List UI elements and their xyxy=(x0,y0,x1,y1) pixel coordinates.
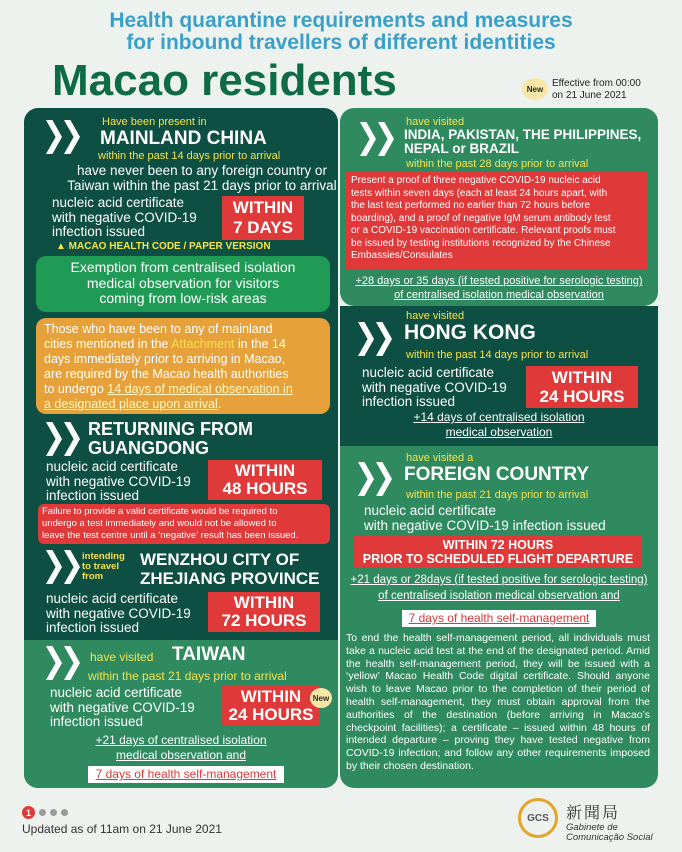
mainland-cert xyxy=(52,196,197,240)
hongkong-within-badge xyxy=(526,366,638,408)
guangdong-cert xyxy=(46,460,191,504)
taiwan-isolation xyxy=(24,733,338,763)
fail-line3: leave the test centre until a ‘negative’ result has been issued. xyxy=(42,530,299,541)
orange-line2a: cities mentioned in the xyxy=(44,337,172,351)
mainland-within2: 7 DAYS xyxy=(233,218,293,237)
taiwan-title: TAIWAN xyxy=(172,644,246,665)
mainland-condition xyxy=(66,164,338,193)
mainland-cond1: have never been to any foreign country or xyxy=(77,163,327,178)
taiwan-cert1: nucleic acid certificate xyxy=(50,685,183,700)
india-p7: Embassies/Consulates xyxy=(351,250,453,261)
wenzhou-intending xyxy=(82,552,125,582)
orange-line1: Those who have been to any of mainland xyxy=(44,322,273,336)
india-p4: boarding), and a proof of negative IgM serum antibody test xyxy=(351,212,611,224)
taiwan-iso2: medical observation and xyxy=(115,748,247,762)
guangdong-title2: GUANGDONG xyxy=(88,438,209,458)
hongkong-cert3: infection issued xyxy=(362,394,456,409)
foreign-title: FOREIGN COUNTRY xyxy=(404,464,590,485)
mainland-pre: Have been present in xyxy=(102,116,207,128)
taiwan-new-badge: New xyxy=(310,688,332,708)
logo-pt2: Comunicação Social xyxy=(566,832,653,843)
foreign-pre: have visited a xyxy=(406,452,474,464)
orange-line6 xyxy=(44,397,324,412)
taiwan-iso1: +21 days of centralised isolation xyxy=(95,733,267,747)
wenzhou-cert2: with negative COVID-19 xyxy=(46,605,191,621)
foreign-cert2: with negative COVID-19 infection issued xyxy=(364,517,606,533)
foreign-within1: WITHIN 72 HOURS xyxy=(442,538,554,552)
foreign-self-management-paragraph: To end the health self-management period, all individuals must take a nucleic acid test at the end of the designated period. Amid the health self-management period, they will be issued with a ‘yellow’ Macao Health Code digital certificate. Should anyone wish to leave Macao prior to the completion of their period of health self-management, they must obtain approval from the authorities of the destination (before arriving in Macao’s checkpoint facilities); a certificate – issued within 48 hours of intended departure – proving they have tested negative from COVID-19 infection; and follow any other requirements imposed by their chosen destination. xyxy=(346,632,650,772)
orange-line3: days immediately prior to arriving in Macao, xyxy=(44,352,286,366)
orange-line6a: a designated place upon arrival xyxy=(44,397,218,411)
india-p3: the last test performed no earlier than 72 hours before xyxy=(351,200,591,211)
health-code-note: ▲ MACAO HEALTH CODE / PAPER VERSION xyxy=(56,241,271,252)
page-dot[interactable] xyxy=(61,809,68,816)
taiwan-pre: have visited xyxy=(90,650,154,664)
hongkong-title: HONG KONG xyxy=(404,321,536,344)
foreign-isolation xyxy=(340,572,658,604)
orange-line4: are required by the Macao health authorities xyxy=(44,367,289,381)
india-iso1: +28 days or 35 days (if tested positive for serologic testing) xyxy=(355,275,643,287)
hongkong-within2: 24 HOURS xyxy=(539,387,625,406)
india-iso2: of centralised isolation medical observation xyxy=(394,289,604,301)
india-p5: or a COVID-19 vaccination certificate. Relevant proofs must xyxy=(351,225,616,236)
intending1: intending xyxy=(82,551,125,562)
gcs-logo-text xyxy=(566,800,653,843)
exempt-line1: Exemption from centralised isolation xyxy=(70,259,296,275)
hongkong-iso1: +14 days of centralised isolation xyxy=(413,410,585,424)
fail-line2: undergo a test immediately and would not be allowed to xyxy=(42,518,277,529)
india-p6: be issued by testing institutions recognized by the Chinese xyxy=(351,237,611,249)
foreign-within-badge xyxy=(354,536,642,568)
hongkong-iso2: medical observation xyxy=(445,425,553,439)
taiwan-within2: 24 HOURS xyxy=(228,705,314,724)
wenzhou-cert3: infection issued xyxy=(46,620,140,635)
foreign-self-management: 7 days of health self-management xyxy=(402,610,596,627)
india-pre: have visited xyxy=(406,116,465,128)
mainland-cert1: nucleic acid certificate xyxy=(52,195,185,210)
intending3: from xyxy=(82,571,104,582)
mainland-cert3: infection issued xyxy=(52,224,146,239)
guangdong-failure-note xyxy=(38,504,330,544)
india-title1: INDIA, PAKISTAN, THE PHILIPPINES, xyxy=(404,127,642,142)
logo-pt1: Gabinete de xyxy=(566,822,618,833)
wenzhou-within2: 72 HOURS xyxy=(221,611,307,630)
header-title xyxy=(0,10,682,54)
taiwan-cert2: with negative COVID-19 xyxy=(50,699,195,715)
page-title: Macao residents xyxy=(52,56,397,105)
page-dot[interactable] xyxy=(39,809,46,816)
mainland-within-badge xyxy=(222,196,304,240)
wenzhou-within-badge xyxy=(208,592,320,632)
orange-line5a: to undergo xyxy=(44,382,108,396)
gcs-logo-icon: GCS xyxy=(518,798,558,838)
exemption-box xyxy=(36,256,330,312)
updated-date: Updated as of 11am on 21 June 2021 xyxy=(22,822,222,836)
new-badge: New xyxy=(522,78,548,100)
exempt-line3: coming from low-risk areas xyxy=(99,290,267,306)
page-dot[interactable] xyxy=(50,809,57,816)
india-isolation xyxy=(340,274,658,302)
logo-cn: 新聞局 xyxy=(566,805,621,822)
hongkong-period: within the past 14 days prior to arrival xyxy=(406,349,589,361)
guangdong-within1: WITHIN xyxy=(234,461,296,480)
mainland-cond2: Taiwan within the past 21 days prior to arrival xyxy=(67,177,337,193)
exempt-line2: medical observation for visitors xyxy=(86,274,280,291)
india-p2: tests within seven days (each at least 24 hours apart, with xyxy=(351,187,608,199)
orange-line2c: in the 14 xyxy=(234,337,286,351)
guangdong-title xyxy=(88,420,253,458)
hongkong-pre: have visited xyxy=(406,310,465,322)
taiwan-cert3: infection issued xyxy=(50,714,144,729)
wenzhou-within1: WITHIN xyxy=(233,593,295,612)
attachment-link[interactable]: Attachment xyxy=(171,337,235,351)
orange-line6b: . xyxy=(217,397,222,411)
foreign-cert1: nucleic acid certificate xyxy=(364,503,497,518)
guangdong-within-badge xyxy=(208,460,322,500)
foreign-iso1: +21 days or 28days (if tested positive for serologic testing) xyxy=(350,574,648,586)
mainland-within1: WITHIN xyxy=(232,198,294,217)
orange-line2 xyxy=(44,337,324,352)
hongkong-cert2: with negative COVID-19 xyxy=(362,379,507,395)
foreign-within2: PRIOR TO SCHEDULED FLIGHT DEPARTURE xyxy=(362,552,634,566)
taiwan-period: within the past 21 days prior to arrival xyxy=(88,669,287,683)
taiwan-self-management: 7 days of health self-management xyxy=(88,766,284,783)
mainland-period: within the past 14 days prior to arrival xyxy=(98,150,281,162)
wenzhou-title1: WENZHOU CITY OF xyxy=(140,550,300,569)
orange-line5b: 14 days of medical observation in xyxy=(107,382,293,396)
hongkong-cert xyxy=(362,366,507,410)
guangdong-cert2: with negative COVID-19 xyxy=(46,473,191,489)
wenzhou-cert1: nucleic acid certificate xyxy=(46,591,179,606)
effective-line1: Effective from 00:00 xyxy=(552,78,641,89)
guangdong-cert3: infection issued xyxy=(46,488,140,503)
taiwan-cert xyxy=(50,686,195,730)
wenzhou-cert xyxy=(46,592,191,636)
attachment-note-box xyxy=(36,318,330,414)
foreign-period: within the past 21 days prior to arrival xyxy=(406,489,589,501)
guangdong-title1: RETURNING FROM xyxy=(88,419,253,439)
page-indicator[interactable] xyxy=(22,806,68,819)
mainland-title: MAINLAND CHINA xyxy=(100,128,267,149)
fail-line1: Failure to provide a valid certificate would be required to xyxy=(42,506,278,517)
hongkong-within1: WITHIN xyxy=(551,368,613,387)
effective-line2: on 21 June 2021 xyxy=(552,90,627,101)
hongkong-cert1: nucleic acid certificate xyxy=(362,365,495,380)
foreign-cert xyxy=(364,504,606,533)
india-p1: Present a proof of three negative COVID-19 nucleic acid xyxy=(351,175,601,186)
india-title2: NEPAL or BRAZIL xyxy=(404,141,520,156)
orange-line5 xyxy=(44,382,324,397)
guangdong-within2: 48 HOURS xyxy=(222,479,308,498)
hongkong-isolation xyxy=(340,410,658,440)
india-title xyxy=(404,128,641,156)
page-dot-active[interactable]: 1 xyxy=(22,806,35,819)
taiwan-within-badge xyxy=(222,686,320,726)
india-period: within the past 28 days prior to arrival xyxy=(406,158,589,170)
header-title-line1: Health quarantine requirements and measures xyxy=(109,9,573,32)
header-title-line2: for inbound travellers of different identities xyxy=(126,31,556,54)
taiwan-within1: WITHIN xyxy=(240,687,302,706)
wenzhou-title xyxy=(140,550,319,588)
mainland-cert2: with negative COVID-19 xyxy=(52,209,197,225)
wenzhou-title2: ZHEJIANG PROVINCE xyxy=(140,569,320,588)
guangdong-cert1: nucleic acid certificate xyxy=(46,459,179,474)
india-proof-note xyxy=(346,172,648,270)
intending2: to travel xyxy=(82,561,119,572)
foreign-iso2: of centralised isolation medical observation and xyxy=(378,590,620,602)
effective-date xyxy=(552,78,641,102)
